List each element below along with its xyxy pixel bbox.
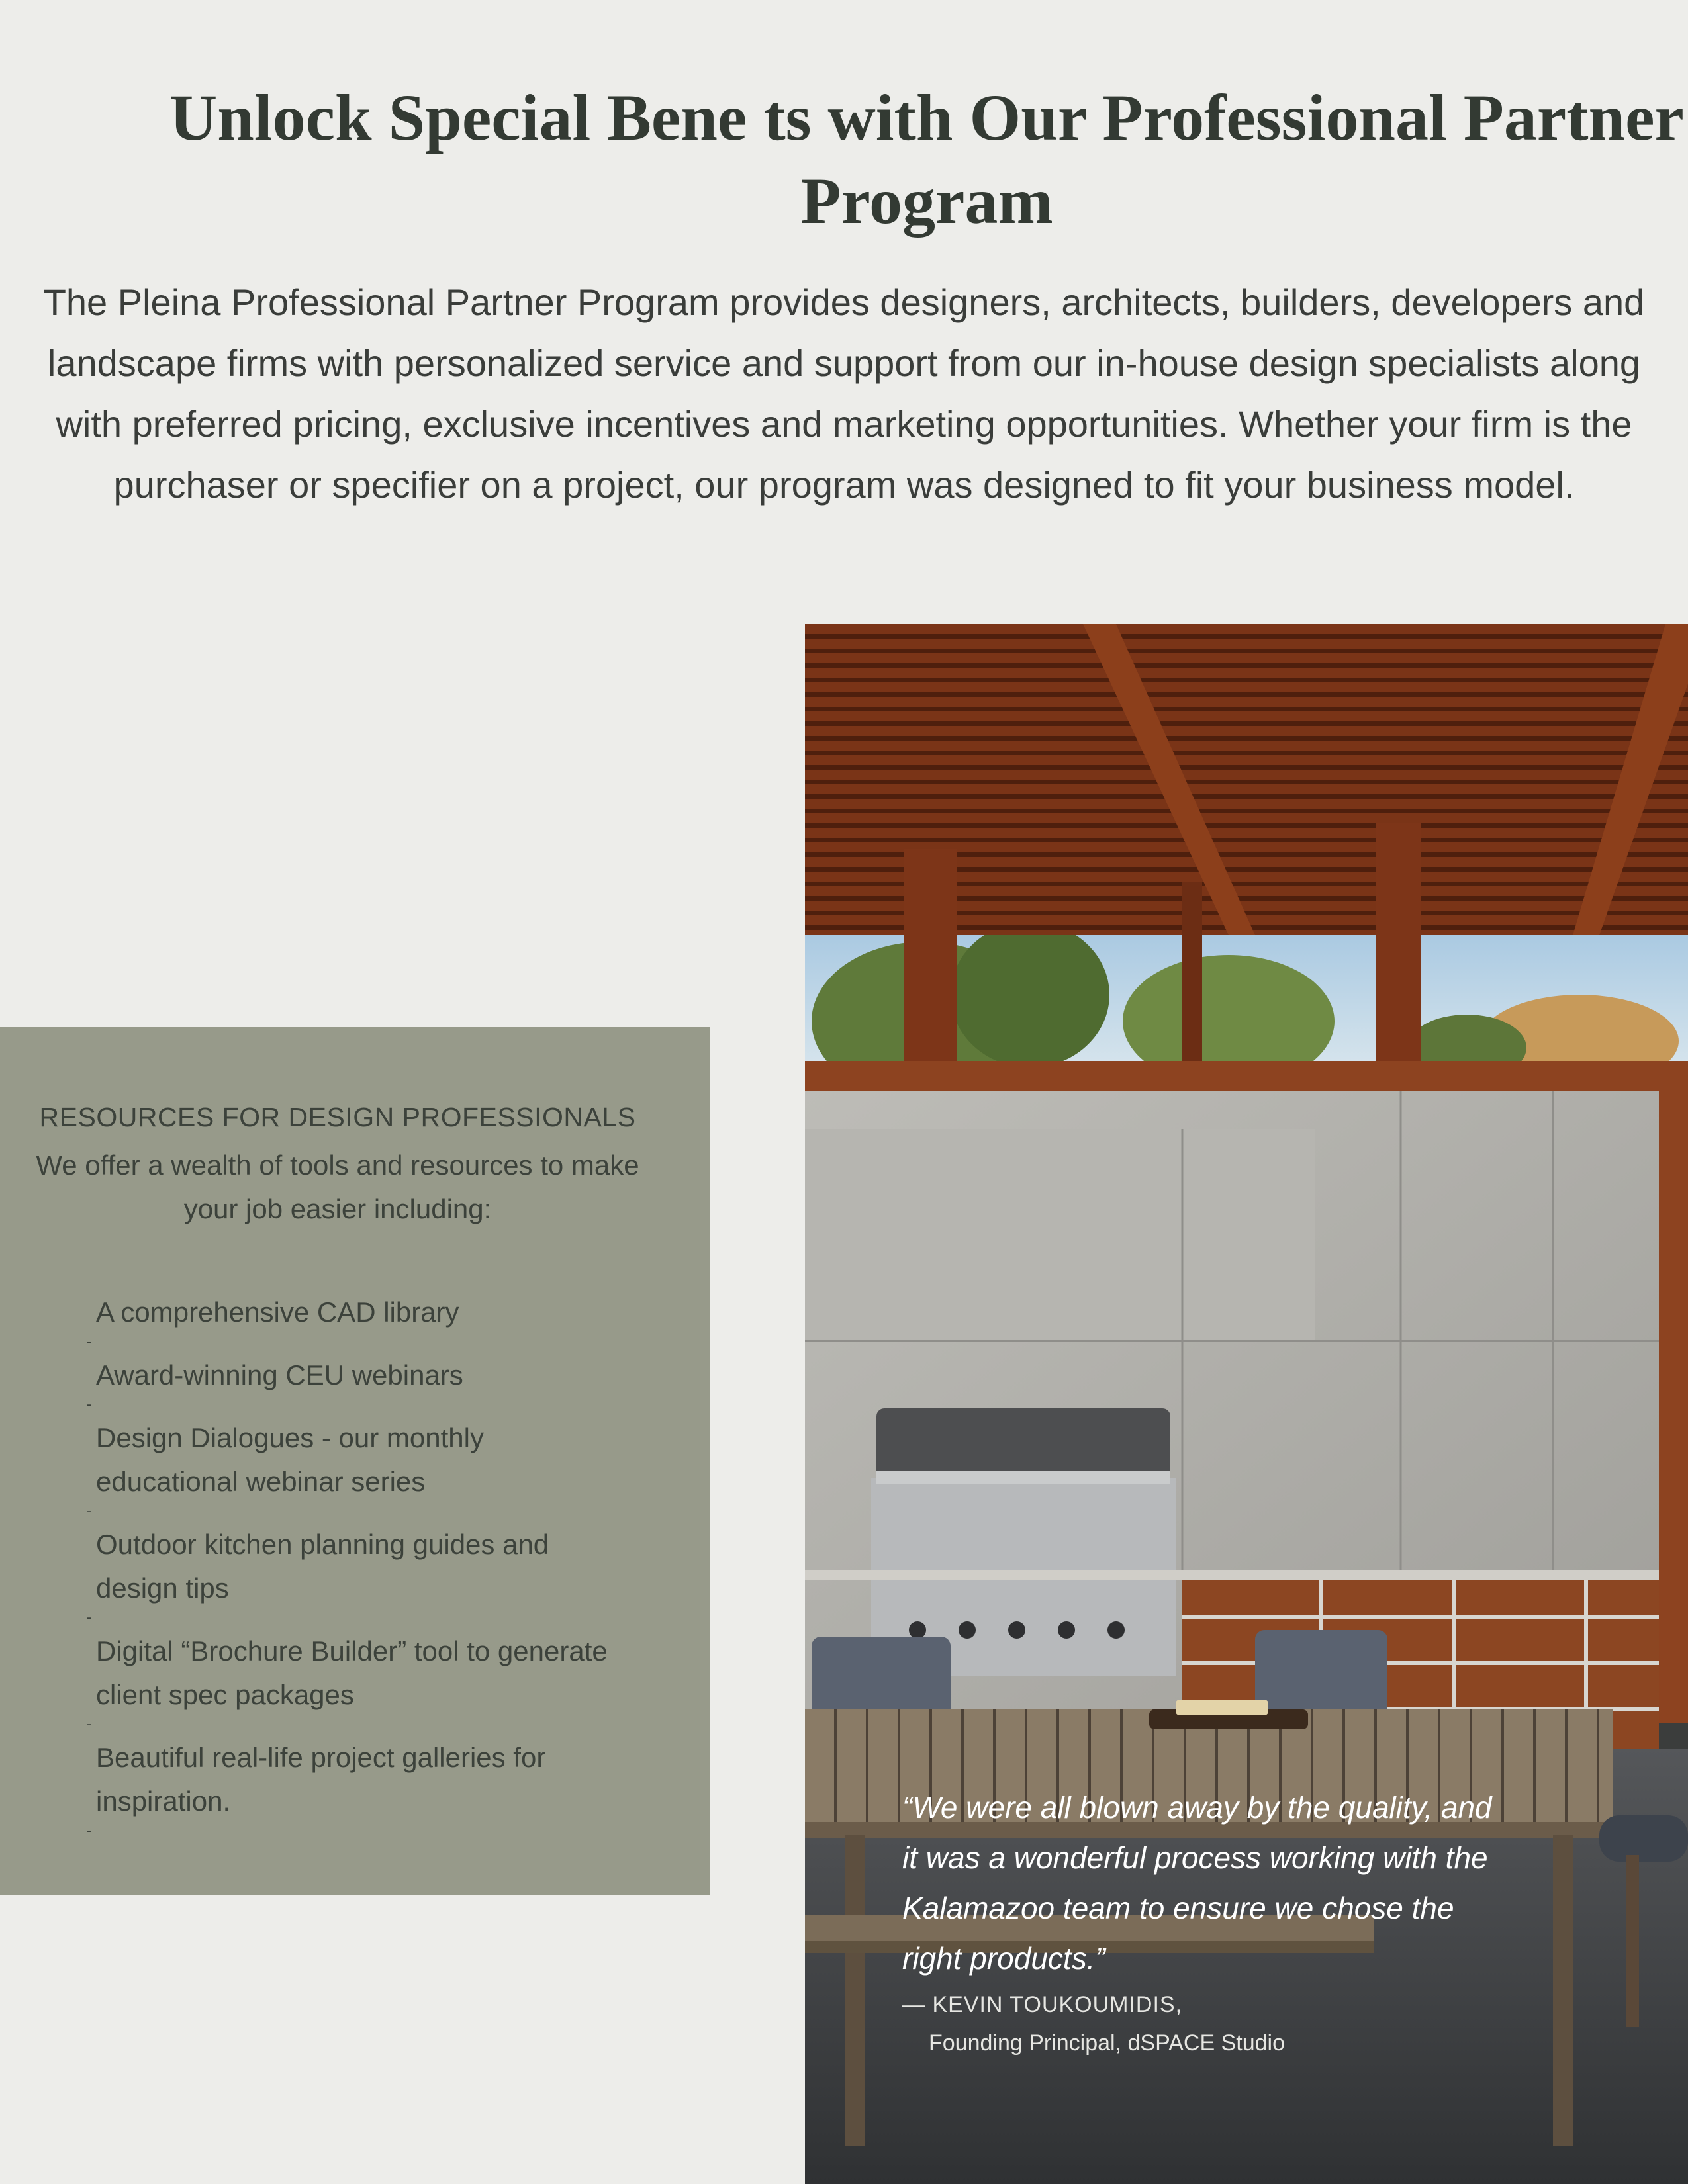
list-item bbox=[87, 1291, 626, 1349]
bullet-dash: - bbox=[87, 1822, 92, 1839]
list-item-text: Award-winning CEU webinars bbox=[96, 1359, 463, 1390]
testimonial-role: Founding Principal, dSPACE Studio bbox=[929, 2030, 1286, 2056]
testimonial-quote: “We were all blown away by the quality, and it was a wonderful process working with the Kalamazoo team to ensure we chose the right products.” bbox=[902, 1790, 1492, 1976]
list-item-text: Design Dialogues - our monthly educational webinar series bbox=[96, 1422, 484, 1497]
resources-heading: RESOURCES FOR DESIGN PROFESSIONALS bbox=[39, 1102, 636, 1132]
bullet-dash: - bbox=[87, 1502, 92, 1519]
list-item bbox=[87, 1353, 626, 1412]
list-item bbox=[87, 1736, 626, 1839]
list-item-text: A comprehensive CAD library bbox=[96, 1297, 459, 1328]
testimonial-name: — KEVIN TOUKOUMIDIS, bbox=[902, 1992, 1183, 2017]
list-item bbox=[87, 1523, 626, 1625]
testimonial-attribution bbox=[902, 1985, 1498, 2062]
intro-paragraph: The Pleina Professional Partner Program provides designers, architects, builders, developers and landscape firms with personalized service and support from our in-house design specialists along with preferred pricing, exclusive incentives and marketing opportunities. Whether your firm is the purchaser or specifier on a project, our program was designed to fit your business model. bbox=[43, 281, 1645, 506]
list-item-text: Outdoor kitchen planning guides and design tips bbox=[96, 1529, 549, 1604]
bullet-dash: - bbox=[87, 1609, 92, 1625]
list-item bbox=[87, 1629, 626, 1732]
resources-subheading: We offer a wealth of tools and resources to make your job easier including: bbox=[36, 1150, 639, 1224]
page-title: Unlock Special Bene ts with Our Professional Partner Program bbox=[169, 81, 1684, 238]
bullet-dash: - bbox=[87, 1715, 92, 1732]
bullet-dash: - bbox=[87, 1333, 92, 1349]
list-item bbox=[87, 1416, 626, 1519]
list-item-text: Beautiful real-life project galleries for inspiration. bbox=[96, 1742, 546, 1817]
resources-list bbox=[87, 1291, 626, 1843]
list-item-text: Digital “Brochure Builder” tool to generate client spec packages bbox=[96, 1635, 608, 1710]
bullet-dash: - bbox=[87, 1396, 92, 1412]
